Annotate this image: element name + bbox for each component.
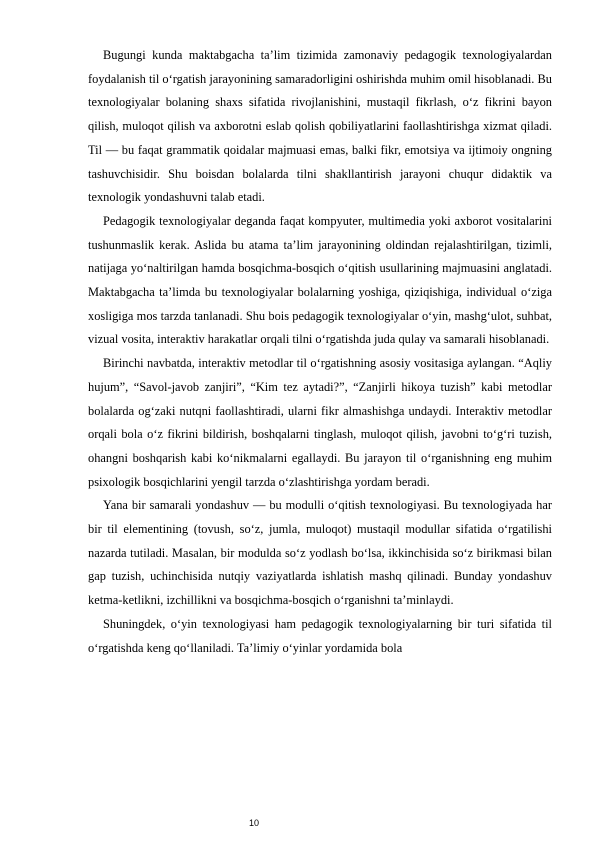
paragraph-3: Birinchi navbatda, interaktiv metodlar til o‘rgatishning asosiy vositasiga aylangan. “Aqliy hujum”, “Savol-javob zanjiri”, “Kim tez aytadi?”, “Zanjirli hikoya tuzish” kabi metodlar bolalarda og‘zaki nutqni faollashtiradi, ularni fikr almashishga undaydi. Interaktiv metodlar orqali bola o‘z fikrini bildirish, boshqalarni tinglash, muloqot qilish, javobni to‘g‘ri tuzish, ohangni boshqarish kabi ko‘nikmalarni egallaydi. Bu jarayon til o‘rganishning eng muhim psixologik bosqichlarini yengil tarzda o‘zlashtirishga yordam beradi. — [88, 356, 552, 489]
paragraph-5: Shuningdek, o‘yin texnologiyasi ham pedagogik texnologiyalarning bir turi sifatida til o‘rgatishda keng qo‘llaniladi. Ta’limiy o‘yinlar yordamida bola — [88, 616, 552, 655]
paragraph-2: Pedagogik texnologiyalar deganda faqat kompyuter, multimedia yoki axborot vositalarini tushunmaslik kerak. Aslida bu atama ta’lim jarayonining oldindan rejalashtirilgan, tizimli, natijaga yo‘naltirilgan hamda bosqichma-bosqich o‘qitish usullarining majmuasini anglatadi. Maktabgacha ta’limda bu texnologiyalar bolalarning yoshiga, qiziqishiga, individual o‘ziga xosligiga mos tarzda tanlanadi. Shu bois pedagogik texnologiyalar o‘yin, mashg‘ulot, suhbat, vizual vosita, interaktiv harakatlar orqali tilni o‘rgatishda juda qulay va samarali hisoblanadi. — [88, 213, 552, 347]
page-number: 10 — [248, 818, 259, 828]
page-body — [88, 44, 552, 660]
paragraph-4: Yana bir samarali yondashuv — bu modulli o‘qitish texnologiyasi. Bu texnologiyada har bir til elementining (tovush, so‘z, jumla, muloqot) mustaqil modullar sifatida o‘rgatilishi nazarda tutiladi. Masalan, bir modulda so‘z yodlash bo‘lsa, ikkinchisida so‘z birikmasi bilan gap tuzish, uchinchisida nutqiy vaziyatlarda ishlatish mashq qilinadi. Bunday yondashuv ketma-ketlikni, izchillikni va bosqichma-bosqich o‘rganishni ta’minlaydi. — [88, 498, 552, 608]
paragraph-1: Bugungi kunda maktabgacha ta’lim tizimida zamonaviy pedagogik texnologiyalardan foydalanish til o‘rgatish jarayonining samaradorligini oshirishda muhim omil hisoblanadi. Bu texnologiyalar bolaning shaxs sifatida rivojlanishini, mustaqil fikrlash, o‘z fikrini bayon qilish, muloqot qilish va axborotni eslab qolish qobiliyatlarini faollashtirishga xizmat qiladi. Til — bu faqat grammatik qoidalar majmuasi emas, balki fikr, emotsiya va ijtimoiy ongning tashuvchisidir. Shu boisdan bolalarda tilni shakllantirish jarayoni chuqur didaktik va texnologik yondashuvni talab etadi. — [88, 48, 552, 205]
